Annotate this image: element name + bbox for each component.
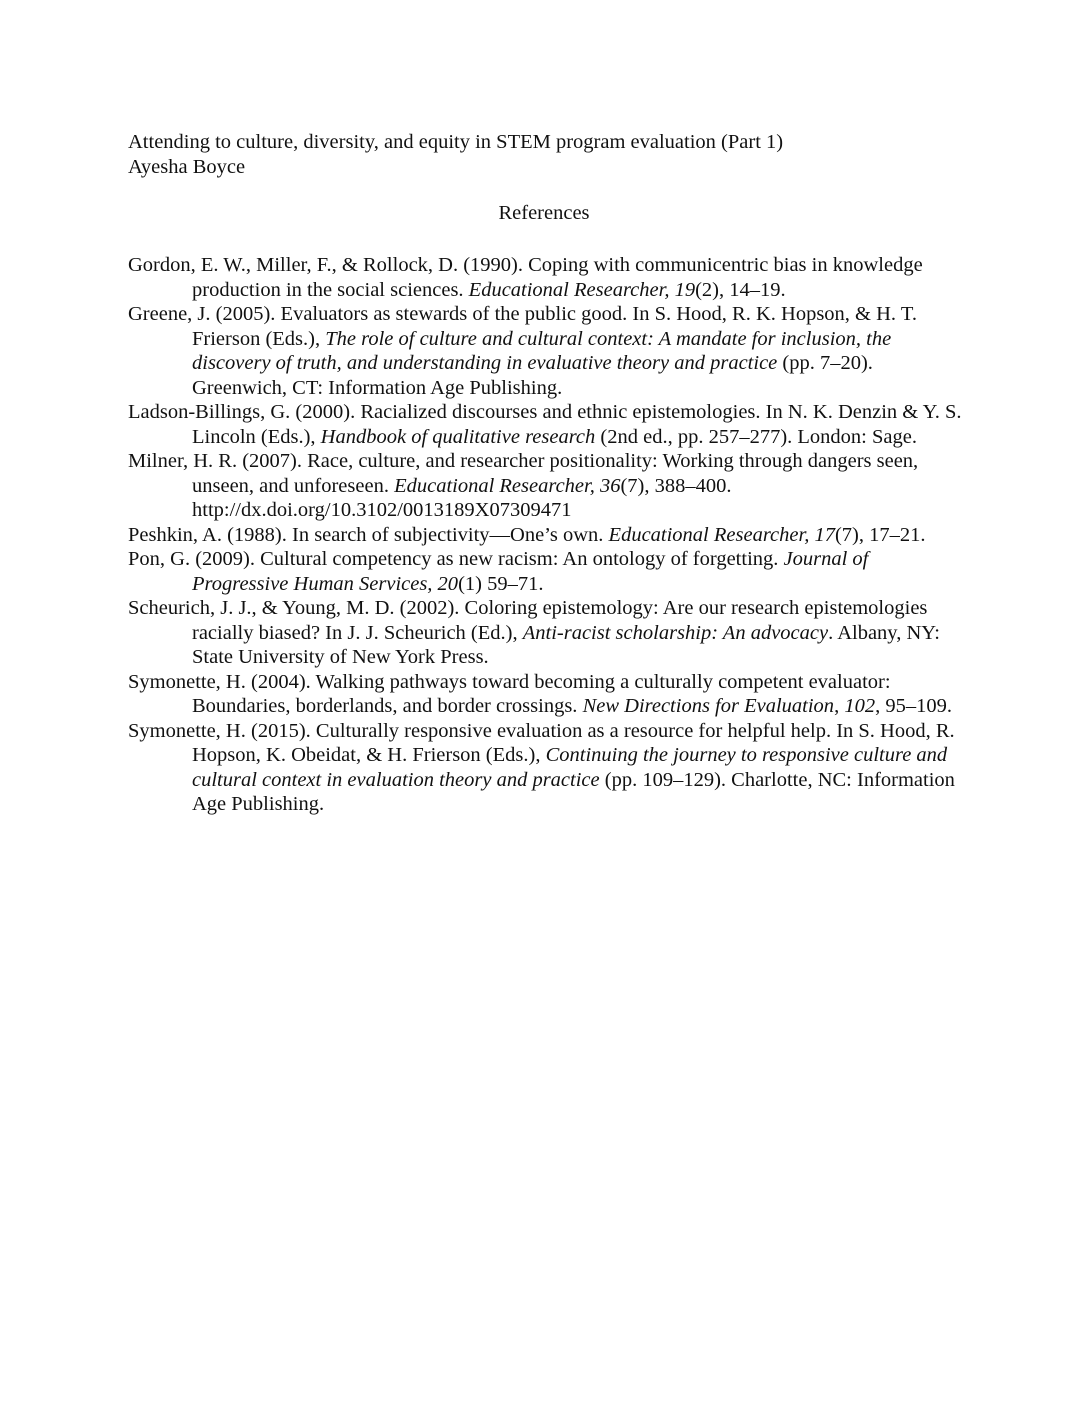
reference-text: Peshkin, A. (1988). In search of subjectivity—One’s own. <box>128 523 609 546</box>
reference-text: (2), 14–19. <box>695 278 786 301</box>
reference-text: . Albany, NY: State University of New York Press. <box>192 621 940 668</box>
reference-entry <box>128 302 964 400</box>
reference-italic-text: Anti-racist scholarship: An advocacy <box>522 621 829 644</box>
reference-text: (2nd ed., pp. 257–277). London: Sage. <box>595 425 917 448</box>
reference-italic-text: Educational Researcher, 17 <box>608 523 835 546</box>
reference-text: (1) 59–71. <box>458 572 544 595</box>
reference-entry <box>128 596 964 670</box>
reference-entry <box>128 253 964 302</box>
reference-text: Pon, G. (2009). Cultural competency as new racism: An ontology of forgetting. <box>128 548 784 570</box>
reference-text: Gordon, E. W., Miller, F., & Rollock, D. (1990). Coping with communicentric bias in knowledge production in the social sciences. <box>128 254 923 301</box>
reference-text: (pp. 109–129). Charlotte, NC: Information Age Publishing. <box>192 768 955 815</box>
reference-entry <box>128 547 964 596</box>
reference-text: Milner, H. R. (2007). Race, culture, and researcher positionality: Working through dangers seen, unseen, and unforeseen. <box>128 450 919 497</box>
reference-text: Ladson-Billings, G. (2000). Racialized discourses and ethnic epistemologies. In N. K. Denzin & Y. S. Lincoln (Eds.), <box>128 401 962 448</box>
reference-italic-text: Continuing the journey to responsive culture and cultural context in evaluation theory and practice <box>192 744 948 791</box>
reference-text: (pp. 7–20). Greenwich, CT: Information Age Publishing. <box>192 352 873 399</box>
reference-text: Symonette, H. (2015). Culturally responsive evaluation as a resource for helpful help. In S. Hood, R. Hopson, K. Obeidat, & H. Frierson (Eds.), <box>128 719 955 766</box>
reference-text: (7), 17–21. <box>834 523 926 546</box>
reference-italic-text: New Directions for Evaluation <box>582 695 835 717</box>
document-author: Ayesha Boyce <box>128 155 246 178</box>
reference-entry <box>128 719 964 817</box>
reference-text: , <box>834 695 845 717</box>
reference-italic-text: Educational Researcher, 36 <box>394 474 621 497</box>
reference-text: Greene, J. (2005). Evaluators as stewards of the public good. In S. Hood, R. K. Hopson, & H. T. Frierson (Eds.), <box>128 303 917 350</box>
reference-entry <box>128 449 964 523</box>
reference-text: (7), 388–400. http://dx.doi.org/10.3102/0013189X07309471 <box>192 474 732 521</box>
reference-entry <box>128 400 964 449</box>
reference-italic-text: Educational Researcher, 19 <box>468 278 696 301</box>
reference-text: Scheurich, J. J., & Young, M. D. (2002). Coloring epistemology: Are our research epistemologies racially biased? In J. J. Scheurich (Ed.), <box>128 597 928 644</box>
references-heading: References <box>498 202 590 224</box>
reference-italic-text: Journal of Progressive Human Services, 20 <box>192 548 869 595</box>
reference-text: , 95–109. <box>875 695 952 717</box>
document-header <box>128 130 988 179</box>
document-title: Attending to culture, diversity, and equity in STEM program evaluation (Part 1) <box>128 131 784 153</box>
reference-entry <box>128 670 964 719</box>
reference-entry <box>128 523 964 548</box>
reference-italic-text: The role of culture and cultural context: A mandate for inclusion, the discovery of truth, and understanding in evaluative theory and practice <box>192 327 892 374</box>
reference-italic-text: Handbook of qualitative research <box>320 425 596 448</box>
reference-text: Symonette, H. (2004). Walking pathways toward becoming a culturally competent evaluator: Boundaries, borderlands, and border crossings. <box>128 670 891 717</box>
reference-list <box>128 253 964 817</box>
reference-italic-text: 102 <box>844 695 876 717</box>
